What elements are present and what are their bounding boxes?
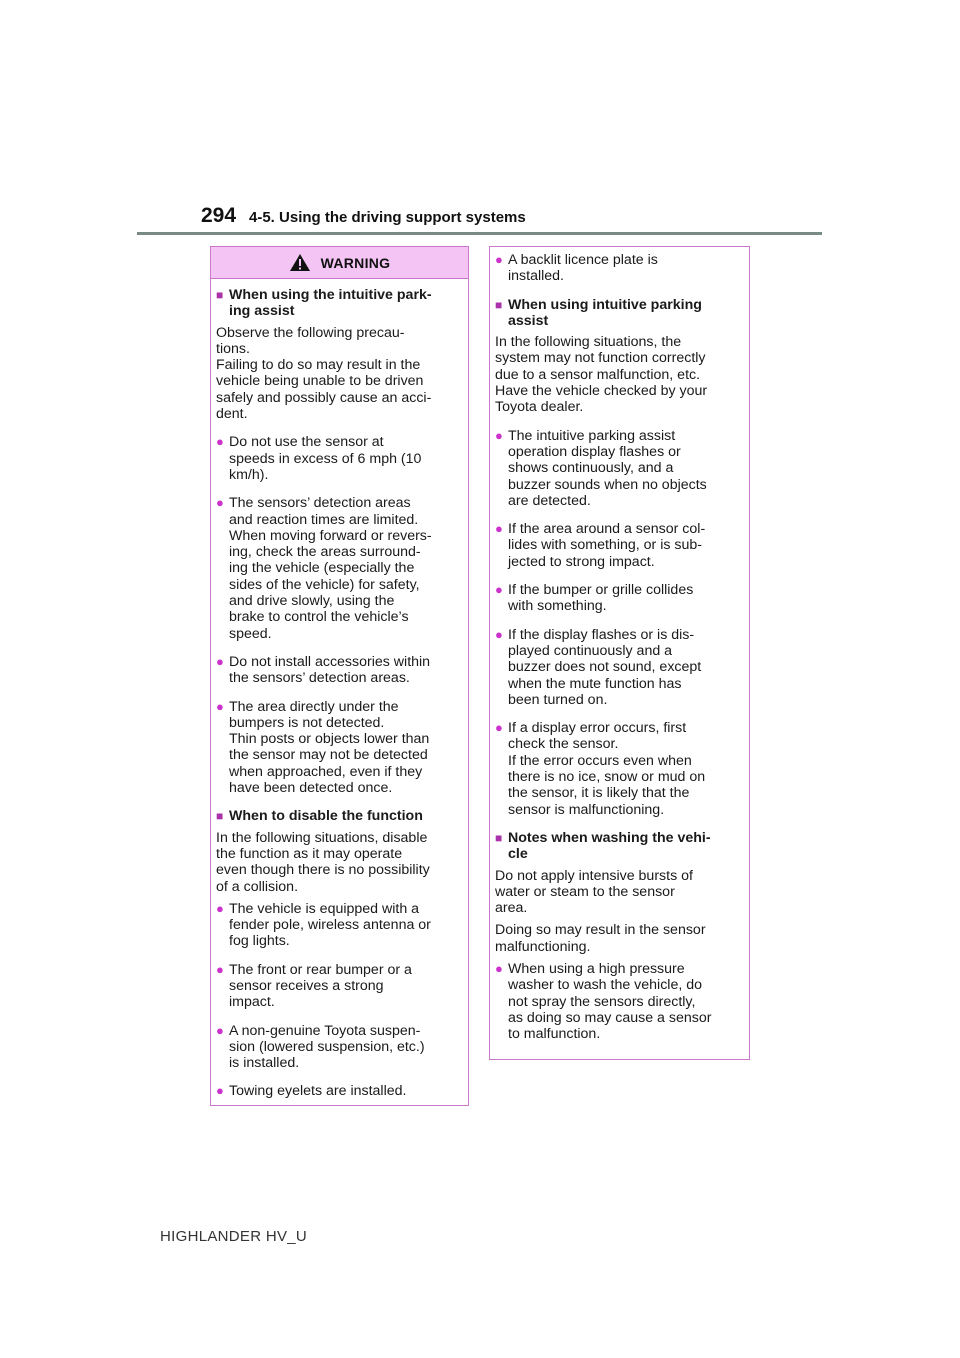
list-item-text: The sensors’ detection areas and reaction times are limited. When moving forward or revers- ing, check the areas surround- ing the vehicle (especially the sides of the vehicle) for safety, and drive slowly, using the brake to control the vehicle’s speed.	[229, 495, 432, 642]
circle-bullet-icon: ●	[495, 252, 503, 267]
square-bullet-icon: ■	[216, 288, 224, 302]
warning-label: WARNING	[320, 254, 391, 271]
warning-body	[490, 247, 749, 1042]
heading-intuitive-park-assist	[216, 287, 462, 320]
list-item-text: If the area around a sensor col- lides with something, or is sub- jected to strong impact.	[508, 521, 706, 570]
list-item	[495, 720, 743, 818]
warning-header	[211, 247, 468, 279]
warning-body	[211, 279, 468, 1100]
heading-washing-notes	[495, 830, 743, 863]
heading-text: When to disable the function	[229, 808, 423, 825]
list-item	[216, 654, 462, 687]
page-number: 294	[201, 204, 237, 227]
paragraph: In the following situations, the system may not function correctly due to a sensor malfunction, etc. Have the vehicle checked by your Toyota dealer.	[495, 334, 708, 416]
heading-text: When using intuitive parking assist	[508, 296, 702, 329]
warning-box-continued	[489, 246, 750, 1060]
circle-bullet-icon: ●	[495, 626, 503, 642]
list-item-text: A non-genuine Toyota suspen- sion (lowered suspension, etc.) is installed.	[229, 1022, 425, 1072]
warning-triangle-icon	[289, 253, 311, 272]
list-item-text: Towing eyelets are installed.	[229, 1083, 407, 1100]
list-item	[216, 699, 462, 797]
list-item	[216, 1083, 462, 1099]
warning-box	[210, 246, 469, 1106]
list-item	[216, 1023, 462, 1072]
list-item-text: The area directly under the bumpers is not detected. Thin posts or objects lower than the sensor may not be detected when approached, even if they have been detected once.	[229, 698, 430, 797]
circle-bullet-icon: ●	[495, 582, 503, 598]
list-item	[495, 961, 743, 1042]
header-rule	[137, 232, 822, 235]
list-item-text: Do not use the sensor at speeds in excess of 6 mph (10 km/h).	[229, 434, 422, 483]
list-item-text: If a display error occurs, first check the sensor. If the error occurs even when there is no ice, snow or mud on the sensor, it is likely that the sensor is malfunctioning.	[508, 720, 706, 818]
circle-bullet-icon: ●	[216, 698, 224, 714]
heading-disable-function	[216, 808, 462, 824]
list-item	[495, 627, 743, 708]
circle-bullet-icon: ●	[216, 495, 224, 511]
paragraph: Doing so may result in the sensor malfunctioning.	[495, 922, 706, 955]
heading-text: When using the intuitive park- ing assist	[229, 287, 432, 320]
footer-model: HIGHLANDER HV_U	[160, 1228, 308, 1245]
list-item	[495, 582, 743, 615]
paragraph: Do not apply intensive bursts of water or steam to the sensor area.	[495, 867, 693, 917]
heading-intuitive-parking-assist	[495, 297, 743, 330]
list-item	[216, 434, 462, 483]
circle-bullet-icon: ●	[495, 521, 503, 537]
heading-text: Notes when washing the vehi- cle	[508, 829, 711, 863]
list-item-text: The vehicle is equipped with a fender pole, wireless antenna or fog lights.	[229, 900, 431, 950]
circle-bullet-icon: ●	[216, 434, 224, 450]
circle-bullet-icon: ●	[216, 1083, 224, 1099]
list-item	[495, 252, 743, 285]
square-bullet-icon: ■	[216, 809, 224, 824]
circle-bullet-icon: ●	[216, 900, 224, 916]
circle-bullet-icon: ●	[216, 653, 224, 669]
list-item-text: The intuitive parking assist operation display flashes or shows continuously, and a buzzer sounds when no objects are detected.	[508, 427, 707, 509]
list-item	[495, 428, 743, 509]
paragraph: Observe the following precau- tions. Failing to do so may result in the vehicle being unable to be driven safely and possibly cause an acci- dent.	[216, 324, 432, 423]
list-item	[216, 901, 462, 950]
circle-bullet-icon: ●	[495, 960, 503, 976]
list-item-text: Do not install accessories within the sensors’ detection areas.	[229, 653, 431, 687]
circle-bullet-icon: ●	[495, 427, 503, 443]
list-item	[216, 962, 462, 1011]
list-item-text: If the bumper or grille collides with something.	[508, 582, 694, 615]
circle-bullet-icon: ●	[495, 720, 503, 736]
square-bullet-icon: ■	[495, 830, 503, 845]
section-title: 4-5. Using the driving support systems	[249, 209, 526, 226]
list-item	[216, 495, 462, 642]
paragraph: In the following situations, disable the function as it may operate even though there is no possibility of a collision.	[216, 829, 430, 895]
list-item-text: If the display flashes or is dis- played continuously and a buzzer does not sound, except when the mute function has been turned on.	[508, 626, 702, 708]
square-bullet-icon: ■	[495, 297, 503, 312]
list-item	[495, 521, 743, 570]
circle-bullet-icon: ●	[216, 961, 224, 977]
list-item-text: A backlit licence plate is installed.	[508, 252, 658, 285]
list-item-text: The front or rear bumper or a sensor receives a strong impact.	[229, 961, 412, 1011]
list-item-text: When using a high pressure washer to wash the vehicle, do not spray the sensors directly, as doing so may cause a sensor to malfunction.	[508, 960, 712, 1043]
circle-bullet-icon: ●	[216, 1022, 224, 1038]
